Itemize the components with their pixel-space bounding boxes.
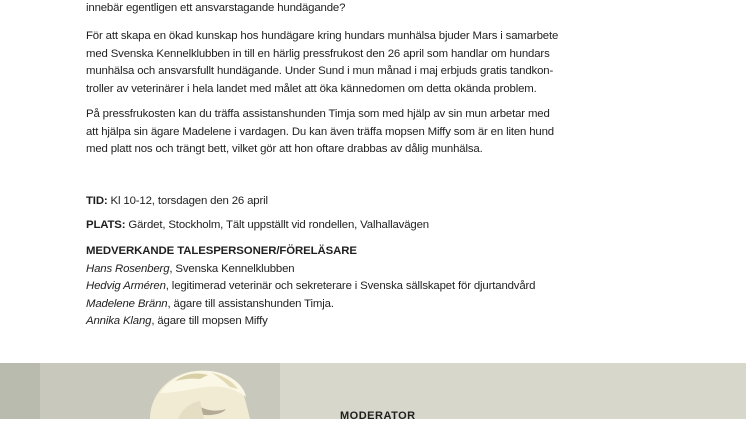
place-label: PLATS: — [86, 219, 126, 231]
moderator-label: MODERATOR — [340, 410, 416, 422]
paragraph-line: med Svenska Kennelklubben in till en härlig pressfrukost den 26 april som handlar om hundars — [86, 47, 550, 60]
portrait-image — [0, 363, 280, 419]
speaker-item — [86, 296, 334, 313]
speaker-item — [86, 278, 535, 295]
speaker-name: Hedvig Arméren — [86, 280, 166, 292]
speaker-desc: , ägare till assistanshunden Timja. — [167, 298, 334, 310]
paragraph-invitation — [86, 28, 558, 98]
event-time — [86, 193, 268, 210]
paragraph-line: munhälsa och ansvarsfullt hundägande. Under Sund i mun månad i maj erbjuds gratis tandkon- — [86, 65, 554, 78]
paragraph-breakfast — [86, 106, 554, 159]
paragraph-line: På pressfrukosten kan du träffa assistanshunden Timja som med hjälp av sin mun arbetar med — [86, 108, 550, 120]
time-value: Kl 10-12, torsdagen den 26 april — [107, 195, 268, 207]
paragraph-line: att hjälpa sin ägare Madelene i vardagen. Du kan även träffa mopsen Miffy som är en liten hund — [86, 125, 554, 138]
paragraph-line: För att skapa en ökad kunskap hos hundägare kring hundars munhälsa bjuder Mars i samarbete — [86, 30, 559, 42]
event-place — [86, 217, 429, 234]
speaker-name: Hans Rosenberg — [86, 263, 170, 275]
speaker-desc: , Svenska Kennelklubben — [169, 263, 295, 275]
intro-text — [86, 0, 345, 18]
speaker-name: Annika Klang — [86, 315, 152, 327]
paragraph-line: med platt nos och trängt bett, vilket gör att hon oftare drabbas av dålig munhälsa. — [86, 143, 483, 156]
speaker-name: Madelene Bränn — [86, 298, 168, 310]
speakers-heading: MEDVERKANDE TALESPERSONER/FÖRELÄSARE — [86, 245, 357, 257]
intro-line: innebär egentligen ett ansvarstagande hundägande? — [86, 2, 346, 14]
time-label: TID: — [86, 195, 108, 207]
paragraph-line: troller av veterinärer i hela landet med målet att öka kännedomen om detta okända problem. — [86, 82, 537, 95]
place-value: Gärdet, Stockholm, Tält uppställt vid rondellen, Valhallavägen — [125, 219, 429, 231]
speaker-desc: , ägare till mopsen Miffy — [151, 315, 268, 327]
speaker-item — [86, 261, 295, 278]
speaker-item — [86, 313, 268, 330]
speaker-desc: , legitimerad veterinär och sekreterare i Svenska sällskapet för djurtandvård — [165, 280, 536, 292]
moderator-photo — [0, 363, 280, 419]
